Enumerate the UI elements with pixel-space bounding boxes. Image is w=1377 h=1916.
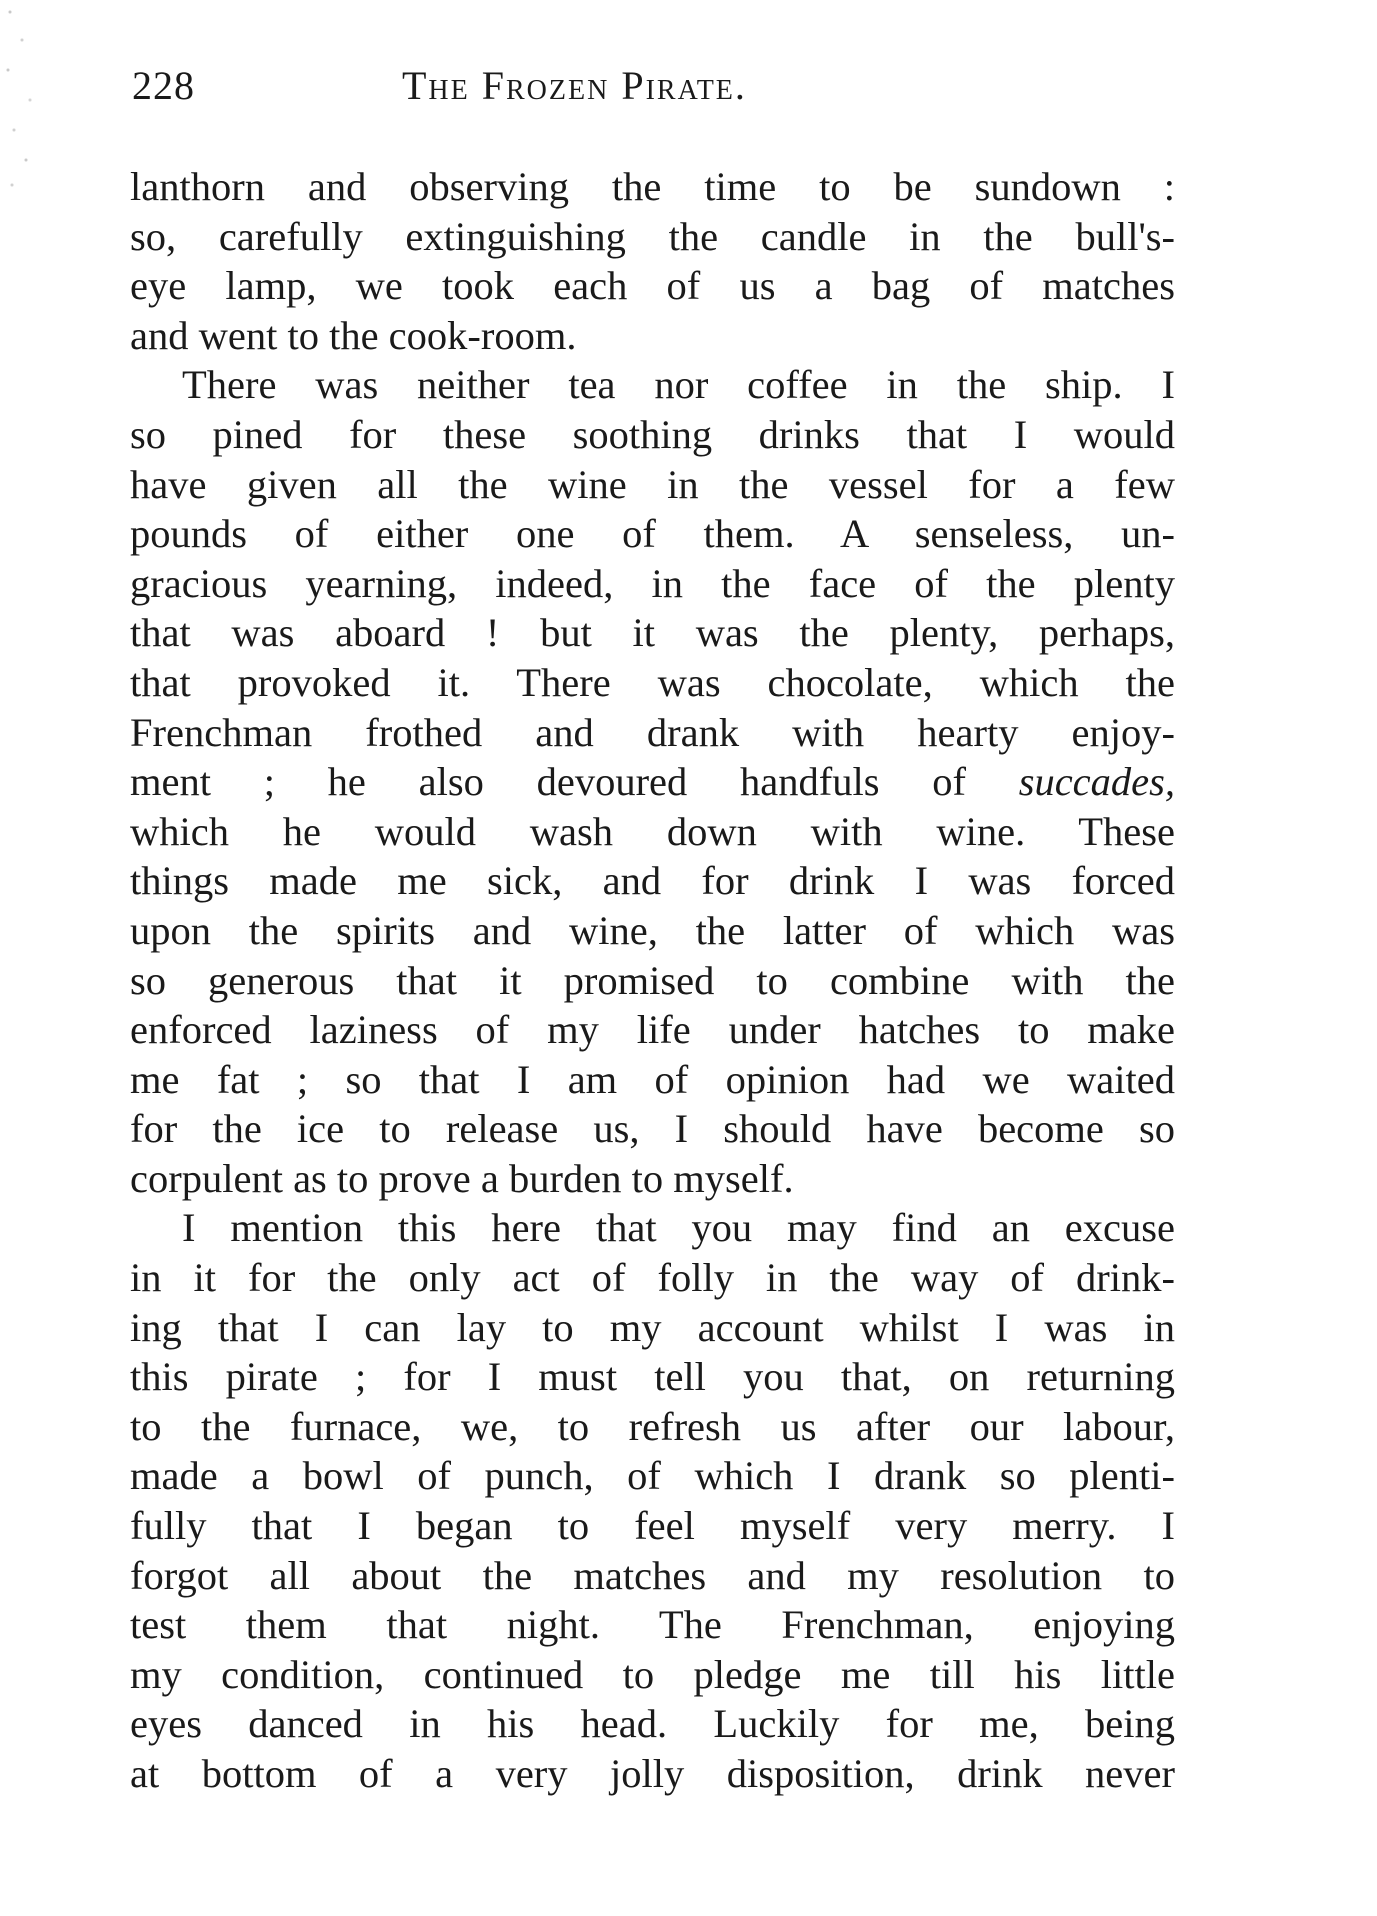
text-line: I mention this here that you may find an excuse — [182, 1205, 1175, 1251]
running-title: The Frozen Pirate. — [402, 63, 747, 108]
text-line: so pined for these soothing drinks that I would — [130, 411, 1175, 457]
text-line: eye lamp, we took each of us a bag of matches — [130, 263, 1175, 309]
text-line: Frenchman frothed and drank with hearty enjoy- — [130, 709, 1175, 755]
text-line: and went to the cook-room. — [130, 312, 577, 358]
page-header — [132, 62, 1172, 124]
text-line: There was neither tea nor coffee in the ship. I — [182, 362, 1175, 408]
text-line: at bottom of a very jolly disposition, drink never — [130, 1751, 1175, 1796]
page-number: 228 — [132, 63, 195, 108]
text-line: ing that I can lay to my account whilst I was in — [130, 1304, 1175, 1350]
text-line: made a bowl of punch, of which I drank so plenti- — [130, 1453, 1175, 1499]
text-line: lanthorn and observing the time to be sundown : — [130, 164, 1175, 209]
text-line: things made me sick, and for drink I was forced — [130, 858, 1175, 904]
text-line: this pirate ; for I must tell you that, on returning — [130, 1354, 1175, 1400]
text-line: that was aboard ! but it was the plenty, perhaps, — [130, 610, 1175, 656]
text-segment: ment ; he also devoured handfuls of — [130, 759, 966, 805]
text-line: for the ice to release us, I should have become so — [130, 1106, 1175, 1152]
text-line: which he would wash down with wine. These — [130, 808, 1175, 854]
text-line: in it for the only act of folly in the way of drink- — [130, 1255, 1175, 1301]
text-line: have given all the wine in the vessel for a few — [130, 461, 1175, 507]
text-line: upon the spirits and wine, the latter of which was — [130, 907, 1175, 953]
text-line: that provoked it. There was chocolate, which the — [130, 659, 1175, 705]
text-line: corpulent as to prove a burden to myself. — [130, 1155, 794, 1201]
text-line: my condition, continued to pledge me till his little — [130, 1651, 1175, 1697]
scan-gutter-marks — [0, 0, 60, 200]
text-line: test them that night. The Frenchman, enjoying — [130, 1602, 1175, 1648]
body-text — [130, 162, 1175, 1799]
text-line: forgot all about the matches and my resolution to — [130, 1552, 1175, 1598]
text-line-with-italic — [130, 757, 1175, 807]
text-line: to the furnace, we, to refresh us after our labour, — [130, 1403, 1175, 1449]
text-line: gracious yearning, indeed, in the face of the plenty — [130, 560, 1175, 606]
text-line: pounds of either one of them. A senseless, un- — [130, 511, 1175, 557]
text-line: so generous that it promised to combine with the — [130, 957, 1175, 1003]
text-line: eyes danced in his head. Luckily for me, being — [130, 1701, 1175, 1747]
text-line: enforced laziness of my life under hatches to make — [130, 1007, 1175, 1053]
italic-word: succades, — [1018, 759, 1176, 805]
text-line: fully that I began to feel myself very merry. I — [130, 1503, 1175, 1549]
text-line: me fat ; so that I am of opinion had we waited — [130, 1056, 1175, 1102]
text-line: so, carefully extinguishing the candle in the bull's- — [130, 213, 1175, 259]
